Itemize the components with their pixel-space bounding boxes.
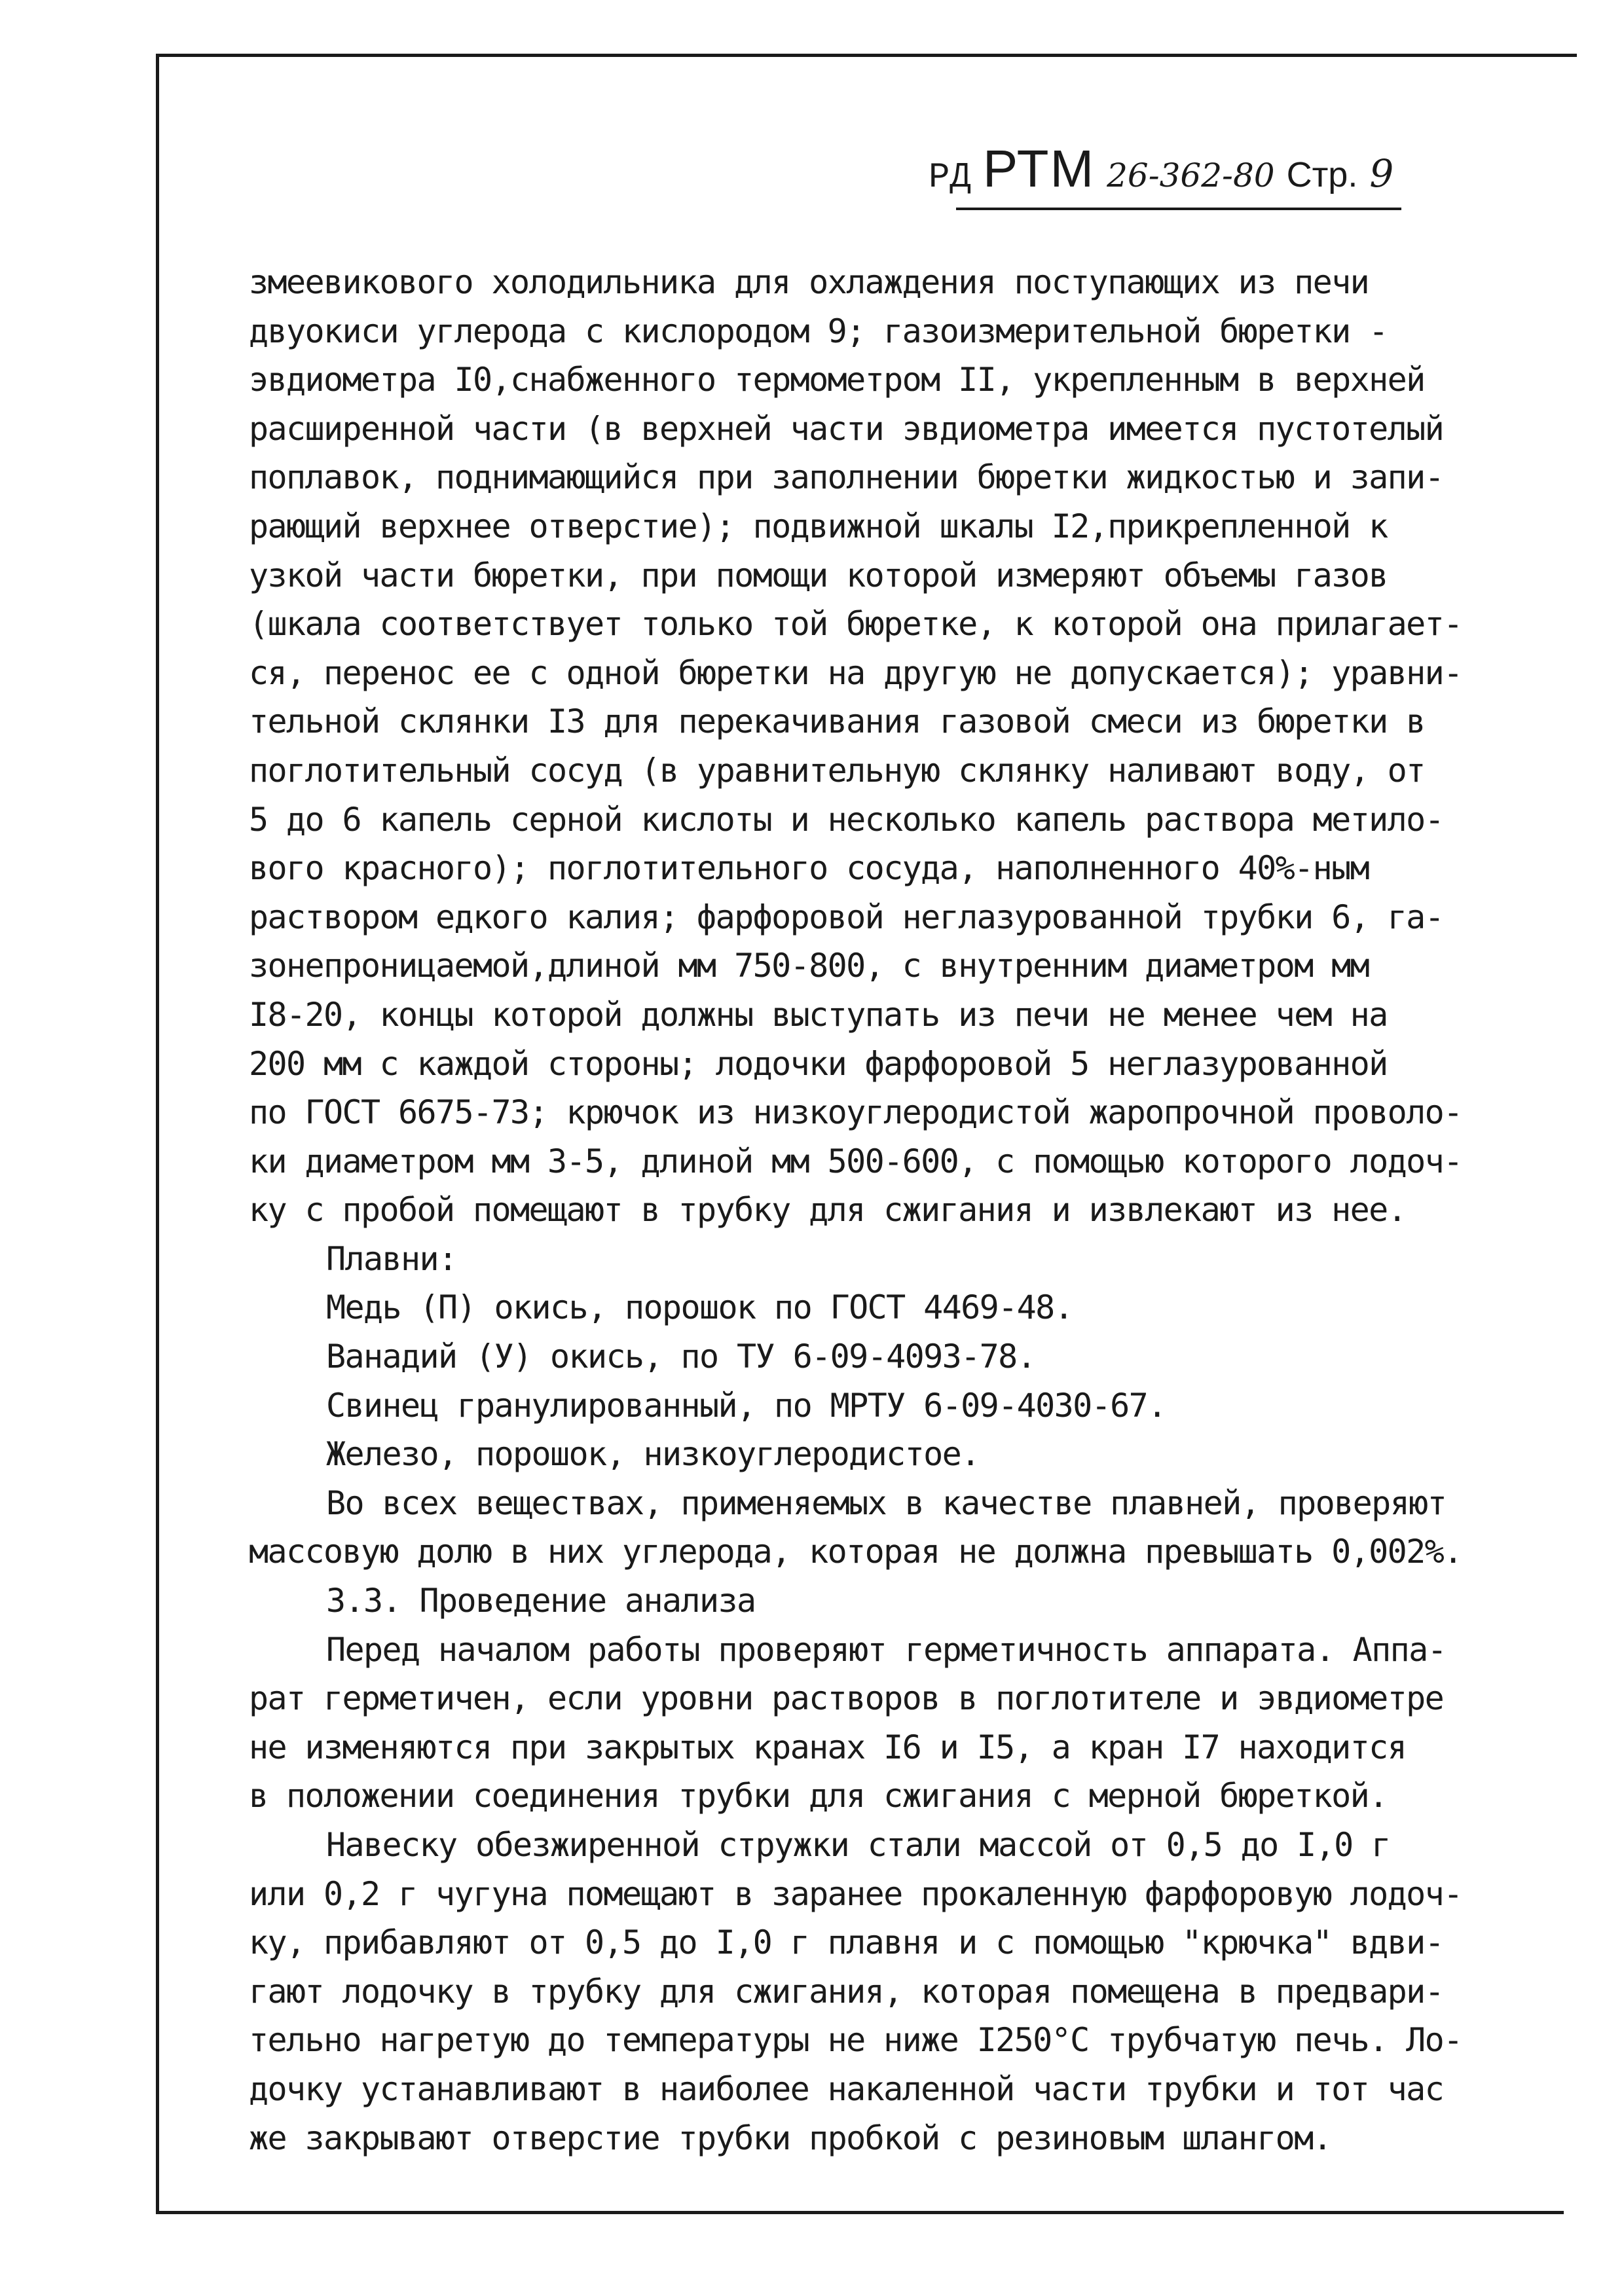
text-line: расширенной части (в верхней части эвдиометра имеется пустотелый bbox=[249, 409, 1444, 448]
frame-bottom-border bbox=[156, 2211, 1564, 2214]
flux-list-item: Железо, порошок, низкоуглеродистое. bbox=[326, 1435, 980, 1474]
text-line: дочку устанавливают в наиболее накаленной части трубки и тот час bbox=[249, 2069, 1444, 2108]
header-page-number: 9 bbox=[1369, 151, 1394, 196]
text-line: Перед началом работы проверяют герметичность аппарата. Аппа- bbox=[326, 1630, 1447, 1669]
section-label-fluxes: Плавни: bbox=[326, 1239, 457, 1278]
text-line: зонепроницаемой,длиной мм 750-800, с внутренним диаметром мм bbox=[249, 947, 1369, 985]
text-line: поплавок, поднимающийся при заполнении бюретки жидкостью и запи- bbox=[249, 458, 1444, 497]
text-line: (шкала соответствует только той бюретке, к которой она прилагает- bbox=[249, 605, 1462, 644]
flux-list-item: Медь (П) окись, порошок по ГОСТ 4469-48. bbox=[326, 1288, 1073, 1327]
text-line: ся, перенос ее с одной бюретки на другую не допускается); уравни- bbox=[249, 653, 1462, 692]
text-line: или 0,2 г чугуна помещают в заранее прокаленную фарфоровую лодоч- bbox=[249, 1874, 1462, 1913]
header-page-label: Стр. bbox=[1286, 155, 1358, 194]
text-line: змеевикового холодильника для охлаждения поступающих из печи bbox=[249, 263, 1369, 301]
document-body bbox=[249, 258, 1572, 2162]
text-line: по ГОСТ 6675-73; крючок из низкоуглеродистой жаропрочной проволо- bbox=[249, 1093, 1462, 1132]
text-line: рающий верхнее отверстие); подвижной шкалы I2,прикрепленной к bbox=[249, 507, 1388, 545]
text-line: вого красного); поглотительного сосуда, наполненного 40%-ным bbox=[249, 849, 1369, 888]
text-line: тельно нагретую до температуры не ниже I250°С трубчатую печь. Ло- bbox=[249, 2021, 1462, 2060]
text-line: гают лодочку в трубку для сжигания, которая помещена в предвари- bbox=[249, 1972, 1444, 2011]
text-line: двуокиси углерода с кислородом 9; газоизмерительной бюретки - bbox=[249, 312, 1388, 350]
text-line: не изменяются при закрытых кранах I6 и I5, а кран I7 находится bbox=[249, 1728, 1407, 1766]
text-line: 200 мм с каждой стороны; лодочки фарфоровой 5 неглазурованной bbox=[249, 1044, 1388, 1083]
header-document-number: 26-362-80 bbox=[1107, 156, 1275, 194]
text-line: I8-20, концы которой должны выступать из печи не менее чем на bbox=[249, 995, 1388, 1034]
text-line: поглотительный сосуд (в уравнительную склянку наливают воду, от bbox=[249, 751, 1425, 790]
text-line: ки диаметром мм 3-5, длиной мм 500-600, с помощью которого лодоч- bbox=[249, 1142, 1462, 1180]
text-line: ку, прибавляют от 0,5 до I,0 г плавня и с помощью "крючка" вдви- bbox=[249, 1923, 1444, 1962]
text-line: эвдиометра I0,снабженного термометром II, укрепленным в верхней bbox=[249, 361, 1425, 399]
frame-top-border bbox=[156, 54, 1577, 57]
text-line: ку с пробой помещают в трубку для сжигания и извлекают из нее. bbox=[249, 1191, 1407, 1230]
frame-left-border bbox=[156, 54, 159, 2214]
flux-list-item: Свинец гранулированный, по МРТУ 6-09-4030-67. bbox=[326, 1386, 1166, 1425]
text-line: тельной склянки I3 для перекачивания газовой смеси из бюретки в bbox=[249, 702, 1425, 741]
text-line: рат герметичен, если уровни растворов в поглотителе и эвдиометре bbox=[249, 1679, 1444, 1718]
page-header bbox=[929, 139, 1393, 204]
text-line: 5 до 6 капель серной кислоты и несколько капель раствора метило- bbox=[249, 800, 1444, 839]
text-line: массовую долю в них углерода, которая не должна превышать 0,002%. bbox=[249, 1533, 1462, 1571]
flux-list-item: Ванадий (У) окись, по ТУ 6-09-4093-78. bbox=[326, 1338, 1036, 1376]
text-line: Навеску обезжиренной стружки стали массой от 0,5 до I,0 г bbox=[326, 1826, 1390, 1864]
header-rd: РД bbox=[929, 158, 971, 198]
text-line: Во всех веществах, применяемых в качестве плавней, проверяют bbox=[326, 1484, 1447, 1522]
text-line: узкой части бюретки, при помощи которой измеряют объемы газов bbox=[249, 556, 1388, 594]
text-line: раствором едкого калия; фарфоровой неглазурованной трубки 6, га- bbox=[249, 898, 1444, 936]
section-heading: 3.3. Проведение анализа bbox=[326, 1582, 756, 1620]
header-underline bbox=[956, 208, 1401, 210]
text-line: в положении соединения трубки для сжигания с мерной бюреткой. bbox=[249, 1777, 1388, 1815]
header-rtm: РТМ bbox=[982, 139, 1096, 198]
text-line: же закрывают отверстие трубки пробкой с резиновым шлангом. bbox=[249, 2119, 1332, 2157]
